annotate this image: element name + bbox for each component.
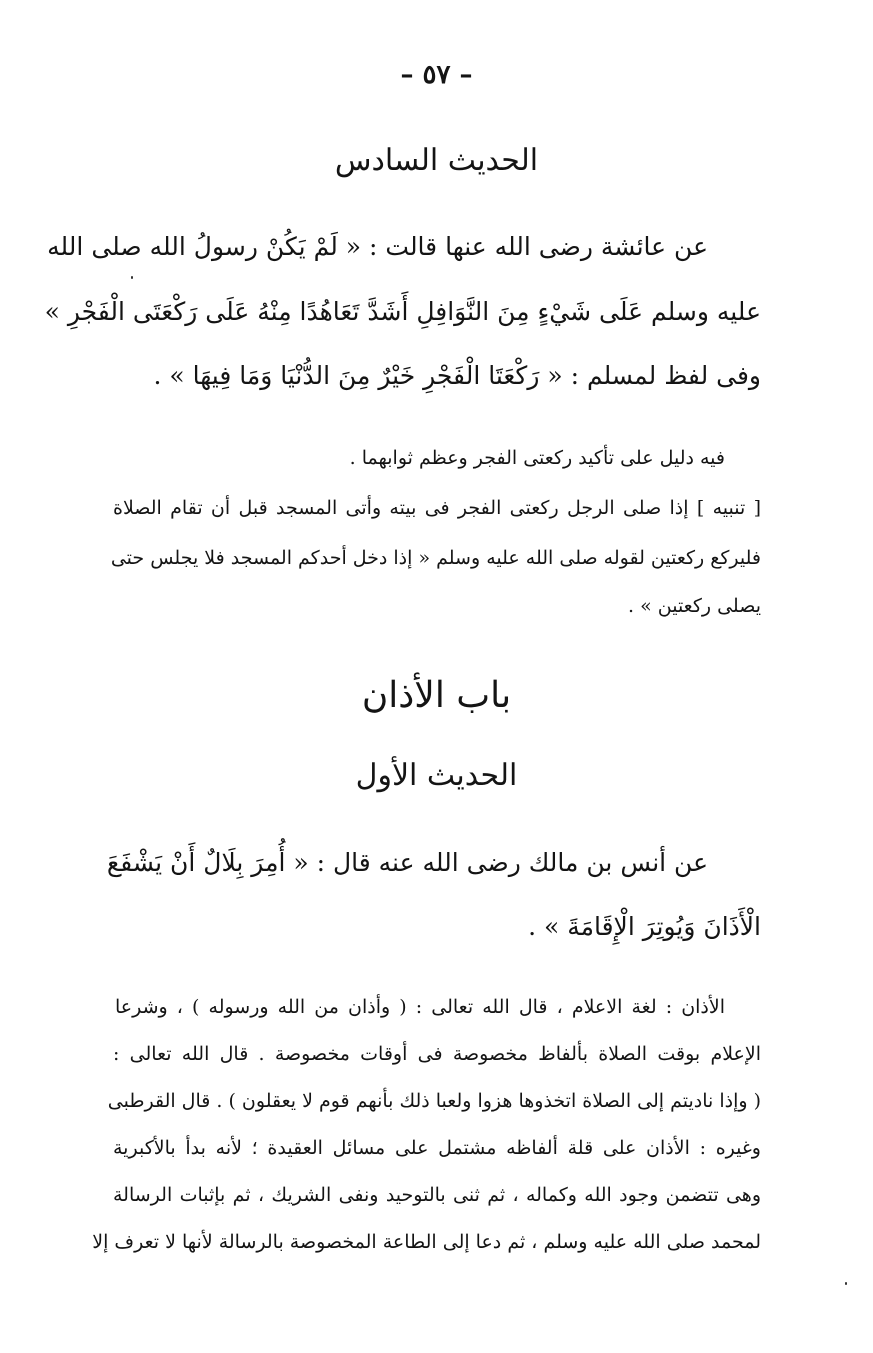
text-line: ( وإذا ناديتم إلى الصلاة اتخذوها هزوا ولعبا ذلك بأنهم قوم لا يعقلون ) . قال القرطبى: [107, 1090, 761, 1112]
text-line: يصلى ركعتين » .: [628, 595, 761, 617]
page-number: – ٥٧ –: [400, 60, 473, 90]
chapter-title: باب الأذان: [361, 675, 512, 716]
text-line: فليركع ركعتين لقوله صلى الله عليه وسلم « إذا دخل أحدكم المسجد فلا يجلس حتى: [110, 547, 761, 569]
scan-speck: [131, 276, 133, 279]
scan-speck: [845, 1282, 847, 1285]
text-line: الْأَذَانَ وَيُوتِرَ الْإِقَامَةَ » .: [528, 912, 761, 941]
text-line: وغيره : الأذان على قلة ألفاظه مشتمل على مسائل العقيدة ؛ لأنه بدأ بالأكبرية: [113, 1137, 761, 1159]
text-line: عن عائشة رضى الله عنها قالت : « لَمْ يَكُنْ رسولُ الله صلى الله: [47, 232, 708, 261]
hadith-title: الحديث السادس: [334, 143, 539, 178]
text-line: [ تنبيه ] إذا صلى الرجل ركعتى الفجر فى بيته وأتى المسجد قبل أن تقام الصلاة: [113, 497, 761, 519]
text-line: عليه وسلم عَلَى شَيْءٍ مِنَ النَّوَافِلِ أَشَدَّ تَعَاهُدًا مِنْهُ عَلَى رَكْعَتَى الْفَجْرِ »: [44, 297, 761, 326]
text-line: وهى تتضمن وجود الله وكماله ، ثم ثنى بالتوحيد ونفى الشريك ، ثم بإثبات الرسالة: [113, 1184, 761, 1206]
text-line: وفى لفظ لمسلم : « رَكْعَتَا الْفَجْرِ خَيْرٌ مِنَ الدُّنْيَا وَمَا فِيهَا » .: [153, 361, 761, 390]
text-line: عن أنس بن مالك رضى الله عنه قال : « أُمِرَ بِلَالٌ أَنْ يَشْفَعَ: [106, 848, 708, 877]
hadith-title: الحديث الأول: [355, 758, 518, 793]
text-line: لمحمد صلى الله عليه وسلم ، ثم دعا إلى الطاعة المخصوصة بالرسالة لأنها لا تعرف إلا: [92, 1231, 761, 1253]
text-line: الإعلام بوقت الصلاة بألفاظ مخصوصة فى أوقات مخصوصة . قال الله تعالى :: [113, 1043, 761, 1065]
text-line: فيه دليل على تأكيد ركعتى الفجر وعظم ثوابهما .: [349, 447, 725, 469]
text-line: الأذان : لغة الاعلام ، قال الله تعالى : ( وأذان من الله ورسوله ) ، وشرعا: [115, 996, 725, 1018]
